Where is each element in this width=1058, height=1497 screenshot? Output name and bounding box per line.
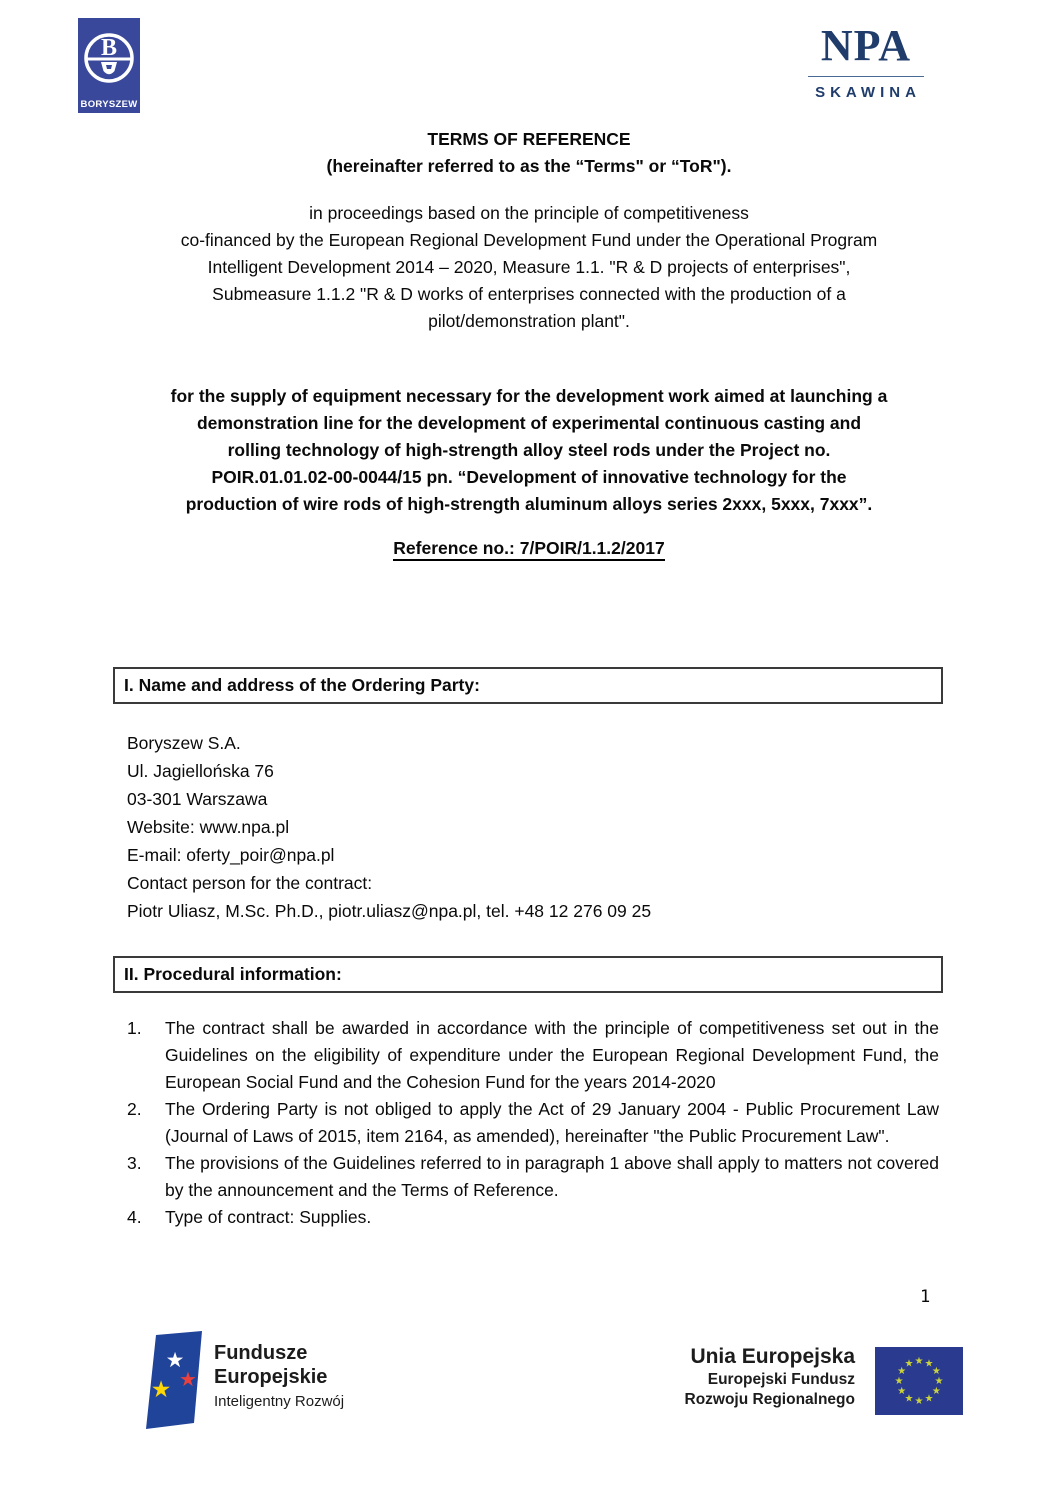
title-line-2: (hereinafter referred to as the “Terms" or “ToR"). (326, 156, 732, 176)
eu-star-icon: ★ (931, 1386, 941, 1397)
address-line-street: Ul. Jagiellońska 76 (127, 761, 274, 781)
section-heading-text: II. Procedural information: (124, 964, 342, 984)
fe-line-3: Inteligentny Rozwój (214, 1393, 345, 1410)
list-item-text: The contract shall be awarded in accordance with the principle of competitiveness set out in the Guidelines on the eligibility of expenditure under the European Regional Development Fund, the European Social Fund and the Cohesion Fund for the years 2014-2020 (165, 1018, 939, 1092)
list-item-number: 4. (127, 1207, 142, 1227)
eu-star-icon: ★ (894, 1376, 904, 1387)
intro-line: Submeasure 1.1.2 "R & D works of enterprises connected with the production of a (212, 284, 846, 304)
list-item-number: 1. (127, 1018, 142, 1038)
eu-star-icon: ★ (934, 1376, 944, 1387)
ue-line-3: Rozwoju Regionalnego (684, 1391, 855, 1408)
ue-line-1: Unia Europejska (690, 1345, 855, 1368)
fe-star-yellow-icon: ★ (150, 1376, 172, 1402)
fe-star-white-icon: ★ (165, 1349, 185, 1372)
boryszew-letter: B (100, 35, 118, 61)
fe-line-1: Fundusze (214, 1342, 308, 1364)
eu-star-icon: ★ (924, 1393, 934, 1405)
subject-line: rolling technology of high-strength alloy steel rods under the Project no. (227, 440, 831, 460)
list-item (127, 1150, 939, 1204)
address-line-email: E-mail: oferty_poir@npa.pl (127, 845, 335, 865)
address-line-city: 03-301 Warszawa (127, 789, 268, 809)
eu-star-icon: ★ (904, 1393, 914, 1405)
fundusze-europejskie-label (214, 1341, 344, 1410)
address-line-website: Website: www.npa.pl (127, 817, 290, 837)
subject-line: demonstration line for the development of experimental continuous casting and (196, 413, 862, 433)
intro-line: in proceedings based on the principle of competitiveness (309, 203, 749, 223)
fe-line-2: Europejskie (214, 1366, 328, 1388)
npa-divider (808, 76, 924, 77)
npa-subtitle: SKAWINA (815, 84, 921, 101)
eu-star-icon: ★ (897, 1386, 907, 1397)
list-item-text: The Ordering Party is not obliged to apply the Act of 29 January 2004 - Public Procurement Law (Journal of Laws of 2015, item 2164, as amended), hereinafter "the Public Procurement Law". (165, 1099, 939, 1146)
list-item-number: 2. (127, 1099, 142, 1119)
reference-number-text: Reference no.: 7/POIR/1.1.2/2017 (393, 538, 664, 561)
list-item-text: The provisions of the Guidelines referred to in paragraph 1 above shall apply to matters not covered by the announcement and the Terms of Reference. (165, 1153, 939, 1200)
subject-line: production of wire rods of high-strength aluminum alloys series 2xxx, 5xxx, 7xxx”. (185, 494, 873, 514)
subject-paragraph (0, 383, 1058, 518)
subject-line: for the supply of equipment necessary for the development work aimed at launching a (170, 386, 888, 406)
page-number: 1 (920, 1287, 931, 1307)
section-heading-text: I. Name and address of the Ordering Party: (124, 675, 480, 695)
intro-line: Intelligent Development 2014 – 2020, Measure 1.1. "R & D projects of enterprises", (207, 257, 851, 277)
boryszew-logo-icon (78, 18, 140, 113)
eu-star-icon: ★ (924, 1358, 934, 1370)
ue-line-2: Europejski Fundusz (707, 1371, 855, 1388)
procedural-list (127, 1015, 939, 1231)
document-title (0, 126, 1058, 180)
section-heading-ordering-party (113, 667, 943, 704)
fundusze-europejskie-flag-icon (146, 1331, 202, 1434)
fe-star-red-icon: ★ (179, 1369, 197, 1391)
npa-skawina-logo (806, 22, 926, 101)
address-line-company: Boryszew S.A. (127, 733, 241, 753)
boryszew-wordmark: BORYSZEW (80, 99, 138, 110)
eu-star-icon: ★ (914, 1356, 924, 1367)
title-line-1: TERMS OF REFERENCE (427, 129, 631, 149)
reference-number (0, 538, 1058, 559)
unia-europejska-label (685, 1344, 856, 1410)
eu-flag-icon (875, 1347, 963, 1420)
ordering-party-address (127, 729, 651, 925)
list-item-number: 3. (127, 1153, 142, 1173)
subject-line: POIR.01.01.02-00-0044/15 pn. “Development of innovative technology for the (211, 467, 847, 487)
list-item (127, 1096, 939, 1150)
section-heading-procedural-information (113, 956, 943, 993)
list-item-text: Type of contract: Supplies. (165, 1207, 372, 1227)
intro-paragraph (0, 200, 1058, 335)
intro-line: co-financed by the European Regional Development Fund under the Operational Program (180, 230, 878, 250)
eu-star-icon: ★ (914, 1396, 924, 1407)
address-line-contact-person: Piotr Uliasz, M.Sc. Ph.D., piotr.uliasz@npa.pl, tel. +48 12 276 09 25 (127, 901, 652, 921)
eu-star-icon: ★ (897, 1366, 907, 1377)
address-line-contact-label: Contact person for the contract: (127, 873, 373, 893)
list-item (127, 1204, 939, 1231)
eu-star-icon: ★ (931, 1366, 941, 1377)
npa-wordmark: NPA (820, 21, 912, 70)
list-item (127, 1015, 939, 1096)
boryszew-logo (78, 18, 140, 118)
eu-star-icon: ★ (904, 1358, 914, 1370)
intro-line: pilot/demonstration plant". (428, 311, 630, 331)
